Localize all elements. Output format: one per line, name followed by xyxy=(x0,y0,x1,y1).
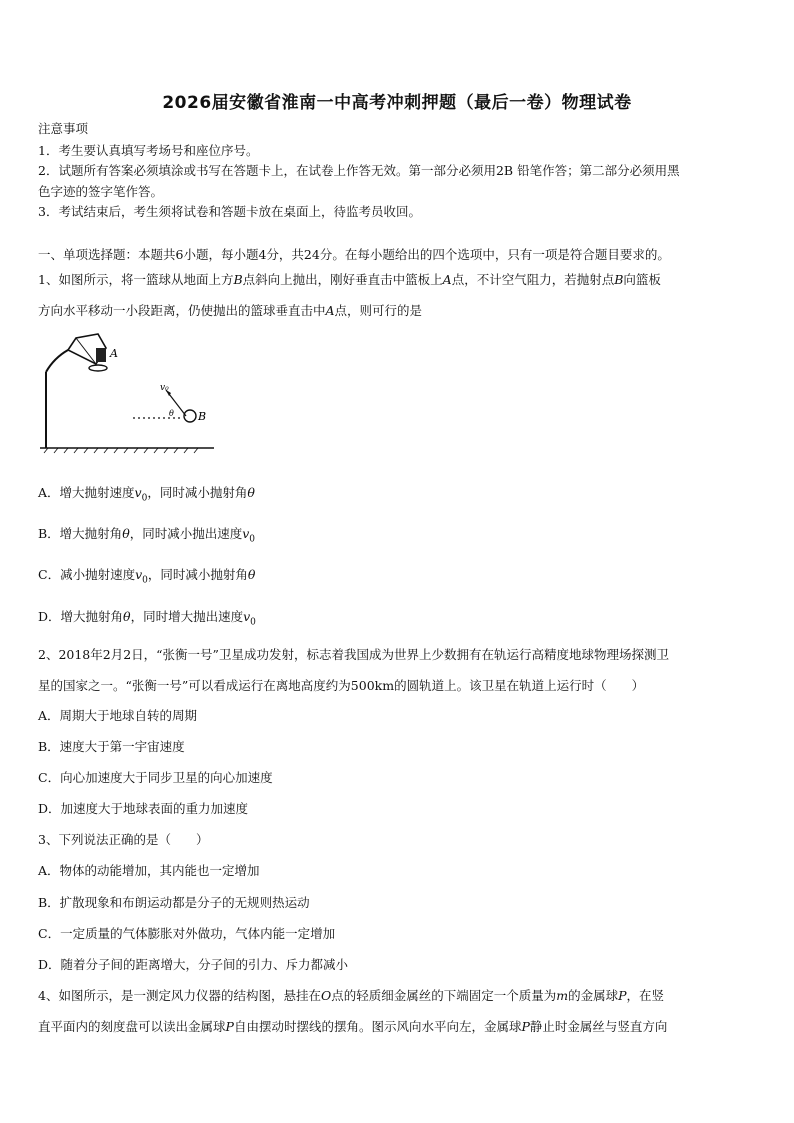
hoop-arm xyxy=(46,350,68,372)
point-b-label: B xyxy=(198,410,207,423)
q2-stem-line-1: 2、2018年2月2日，“张衡一号”卫星成功发射，标志着我国成为世界上少数拥有在轨运行高精度地球物理场探测卫 xyxy=(38,647,669,662)
q2-option-c: C．向心加速度大于同步卫星的向心加速度 xyxy=(38,770,273,785)
basketball-figure xyxy=(38,330,218,455)
q1-option-a: A．增大抛射速度$v_0$，同时减小抛射角θ xyxy=(38,485,255,504)
q4-stem-line-1: 4、如图所示，是一测定风力仪器的结构图，悬挂在O点的轻质细金属丝的下端固定一个质量为m的金属球P，在竖 xyxy=(38,988,665,1003)
q1-stem-line-2: 方向水平移动一小段距离，仍使抛出的篮球垂直击中A点，则可行的是 xyxy=(38,303,423,318)
q2-option-b: B．速度大于第一宇宙速度 xyxy=(38,739,185,754)
q3-option-d: D．随着分子间的距离增大，分子间的引力、斥力都减小 xyxy=(38,957,349,972)
q2-option-d: D．加速度大于地球表面的重力加速度 xyxy=(38,801,249,816)
q2-stem-line-2: 星的国家之一。“张衡一号”可以看成运行在离地高度约为500km的圆轨道上。该卫星在轨道上运行时（ ） xyxy=(38,678,645,693)
notice-heading: 注意事项 xyxy=(38,121,89,136)
notice-item-2-cont: 色字迹的签字笔作答。 xyxy=(38,184,164,199)
backboard-plate xyxy=(96,348,106,362)
q1-stem-line-1: 1、如图所示，将一篮球从地面上方B点斜向上抛出，刚好垂直击中篮板上A点，不计空气阻力，若抛射点B向篮板 xyxy=(38,272,661,287)
q3-stem: 3、下列说法正确的是（ ） xyxy=(38,832,209,847)
notice-item-2: 2．试题所有答案必须填涂或书写在答题卡上，在试卷上作答无效。第一部分必须用2B 铅笔作答；第二部分必须用黑 xyxy=(38,163,680,178)
hoop-ring xyxy=(89,365,107,371)
section-heading: 一、单项选择题：本题共6小题，每小题4分，共24分。在每小题给出的四个选项中，只有一项是符合题目要求的。 xyxy=(38,247,670,262)
q3-option-a: A．物体的动能增加，其内能也一定增加 xyxy=(38,863,260,878)
angle-label: θ xyxy=(169,409,174,418)
q3-option-b: B．扩散现象和布朗运动都是分子的无规则热运动 xyxy=(38,895,310,910)
q1-option-d: D．增大抛射角θ，同时增大抛出速度$v_0$ xyxy=(38,609,256,628)
backboard-brace xyxy=(76,338,96,364)
notice-item-1: 1．考生要认真填写考场号和座位序号。 xyxy=(38,143,259,158)
point-a-label: A xyxy=(110,347,118,360)
q1-option-b: B．增大抛射角θ，同时减小抛出速度$v_0$ xyxy=(38,526,256,545)
q4-stem-line-2: 直平面内的刻度盘可以读出金属球P自由摆动时摆线的摆角。图示风向水平向左，金属球P静止时金属丝与竖直方向 xyxy=(38,1019,668,1034)
notice-item-3: 3．考试结束后，考生须将试卷和答题卡放在桌面上，待监考员收回。 xyxy=(38,204,421,219)
page-title: 2026届安徽省淮南一中高考冲刺押题（最后一卷）物理试卷 xyxy=(162,93,632,113)
q3-option-c: C．一定质量的气体膨胀对外做功，气体内能一定增加 xyxy=(38,926,336,941)
q2-option-a: A．周期大于地球自转的周期 xyxy=(38,708,198,723)
velocity-label: v₀ xyxy=(160,383,169,393)
q1-option-c: C．减小抛射速度$v_0$，同时减小抛射角θ xyxy=(38,567,256,586)
